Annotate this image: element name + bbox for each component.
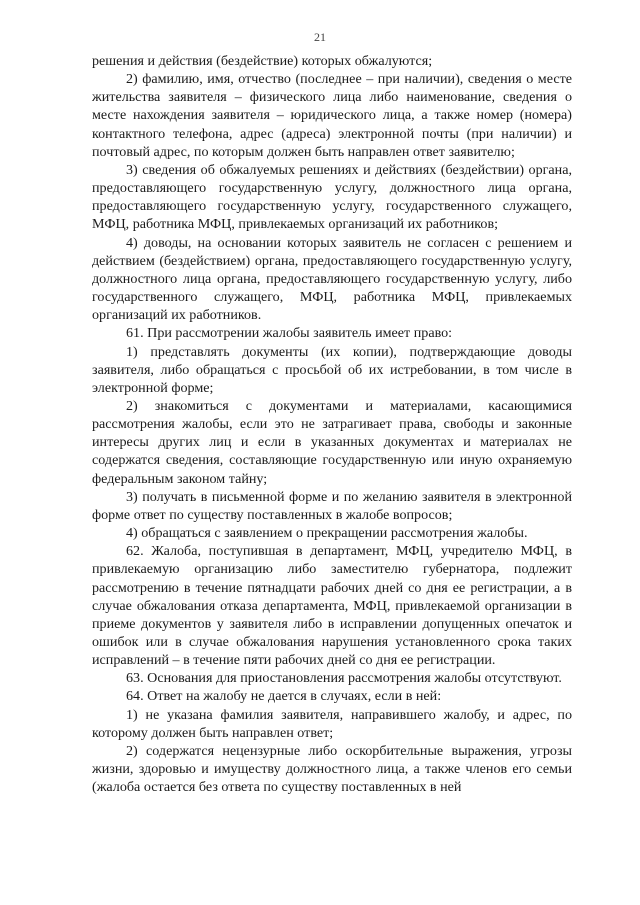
- paragraph: 63. Основания для приостановления рассмотрения жалобы отсутствуют.: [126, 670, 562, 687]
- paragraph: 64. Ответ на жалобу не дается в случаях, если в ней:: [126, 688, 442, 705]
- document-body: [92, 52, 572, 796]
- paragraph: 61. При рассмотрении жалобы заявитель имеет право:: [126, 325, 453, 342]
- paragraph: 1) не указана фамилия заявителя, направившего жалобу, и адрес, по которому должен быть направлен ответ;: [92, 706, 572, 741]
- paragraph: 1) представлять документы (их копии), подтверждающие доводы заявителя, либо обращаться с просьбой об их истребовании, в том числе в электронной форме;: [92, 343, 572, 396]
- paragraph: 2) знакомиться с документами и материалами, касающимися рассмотрения жалобы, если это не затрагивает права, свободы и законные интересы других лиц и если в указанных документах и материалах не содержатся сведения, составляющие государственную или иную охраняемую федеральным законом тайну;: [92, 397, 572, 487]
- paragraph: 3) получать в письменной форме и по желанию заявителя в электронной форме ответ по существу поставленных в жалобе вопросов;: [92, 488, 572, 523]
- paragraph: 2) содержатся нецензурные либо оскорбительные выражения, угрозы жизни, здоровью и имуществу должностного лица, а также членов его семьи (жалоба остается без ответа по существу поставленных в ней: [92, 742, 572, 796]
- paragraph: 2) фамилию, имя, отчество (последнее – при наличии), сведения о месте жительства заявителя – физического лица либо наименование, сведения о месте нахождения заявителя – юридического лица, а также номер (номера) контактного телефона, адрес (адреса) электронной почты (при наличии) и почтовый адрес, по которым должен быть направлен ответ заявителю;: [92, 71, 572, 160]
- page-number: 21: [314, 30, 326, 44]
- paragraph: 62. Жалоба, поступившая в департамент, МФЦ, учредителю МФЦ, в привлекаемую организацию либо заместителю губернатора, подлежит рассмотрению в течение пятнадцати рабочих дней со дня ее регистрации, а в случае обжалования отказа департамента, МФЦ, привлекаемой организации в приеме документов у заявителя либо в исправлении допущенных опечаток и ошибок или в случае обжалования нарушения установленного срока таких исправлений – в течение пяти рабочих дней со дня ее регистрации.: [92, 543, 572, 669]
- paragraph: решения и действия (бездействие) которых обжалуются;: [92, 53, 433, 69]
- paragraph: 4) доводы, на основании которых заявитель не согласен с решением и действием (бездействием) органа, предоставляющего государственную услугу, должностного лица органа, предоставляющего государственную услугу, либо государственного служащего, МФЦ, работника МФЦ, привлекаемых организаций их работников.: [92, 234, 572, 324]
- paragraph: 4) обращаться с заявлением о прекращении рассмотрения жалобы.: [126, 525, 528, 542]
- paragraph: 3) сведения об обжалуемых решениях и действиях (бездействии) органа, предоставляющего государственную услугу, должностного лица органа, предоставляющего государственную услугу, государственного служащего, МФЦ, работника МФЦ, привлекаемых организаций их работников;: [92, 161, 572, 233]
